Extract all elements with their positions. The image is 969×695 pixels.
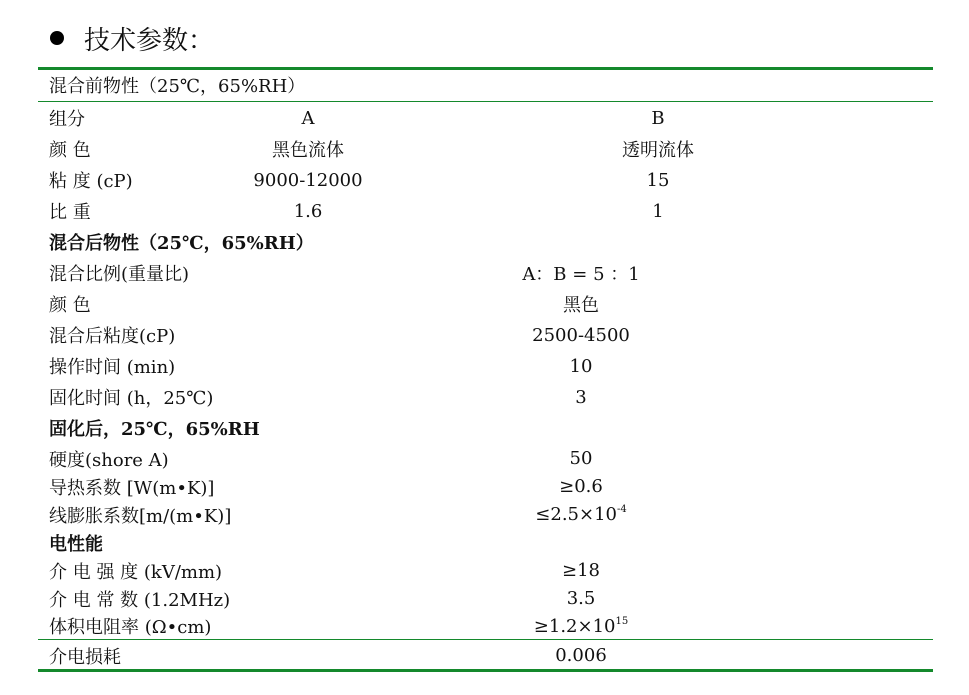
row-label: 颜 色 (49, 295, 91, 316)
title-text: 技术参数： (84, 25, 215, 56)
table-row: 组分 A B (38, 104, 933, 132)
table-row: 介 电 强 度 (kV/mm) ≥18 (38, 557, 933, 584)
row-label: 介 电 强 度 (kV/mm) (49, 561, 223, 583)
row-label: 导热系数 [W(m•K)] (49, 477, 215, 499)
table-row: 介 电 常 数 (1.2MHz) 3.5 (38, 585, 933, 612)
section-label: 混合前物性（25℃，65%RH） (49, 76, 306, 97)
table-row: 导热系数 [W(m•K)] ≥0.6 (38, 473, 933, 500)
row-label: 颜 色 (49, 140, 91, 161)
table-row: 固化时间 (h，25℃) 3 (38, 383, 933, 411)
row-label: 线膨胀系数[m/(m•K)] (49, 505, 232, 527)
page-title (50, 18, 214, 58)
top-rule (38, 67, 933, 70)
row-label: 体积电阻率 (Ω•cm) (49, 617, 212, 638)
row-label: 硬度(shore A) (49, 449, 169, 471)
table-row: 粘 度 (cP) 9000-12000 15 (38, 166, 933, 194)
section-label: 混合后物性（25℃，65%RH） (49, 233, 314, 254)
table-row: 颜 色 黑色流体 透明流体 (38, 135, 933, 163)
section-rule (38, 101, 933, 102)
row-label: 比 重 (49, 202, 91, 223)
row-label: 操作时间 (min) (49, 357, 176, 378)
table-row: 操作时间 (min) 10 (38, 352, 933, 380)
table-row: 颜 色 黑色 (38, 290, 933, 318)
table-row: 混合比例(重量比) A：B = 5 ：1 (38, 259, 933, 287)
row-label: 介 电 常 数 (1.2MHz) (49, 589, 231, 611)
table-row: 硬度(shore A) 50 (38, 445, 933, 472)
row-label: 粘 度 (cP) (49, 171, 133, 192)
row-label: 介电损耗 (49, 646, 121, 668)
table-row: 体积电阻率 (Ω•cm) ≥1.2×10 15 (38, 613, 933, 639)
exponent: 15 (615, 615, 629, 627)
bottom-rule (38, 669, 933, 672)
section-header-cured (38, 414, 933, 442)
section-header-pre-mix (38, 72, 933, 98)
row-rule (38, 639, 933, 640)
section-label: 固化后，25℃，65%RH (49, 419, 260, 440)
row-label: 混合比例(重量比) (49, 264, 190, 285)
table-row: 混合后粘度(cP) 2500-4500 (38, 321, 933, 349)
bullet-icon (50, 31, 64, 45)
table-row: 介电损耗 0.006 (38, 642, 933, 669)
table-row: 比 重 1.6 1 (38, 197, 933, 225)
row-label: 混合后粘度(cP) (49, 326, 176, 347)
row-label: 组分 (49, 109, 85, 130)
section-header-post-mix (38, 228, 933, 256)
row-label: 固化时间 (h，25℃) (49, 388, 214, 409)
section-header-electrical (38, 529, 933, 556)
section-label: 电性能 (49, 533, 103, 555)
exponent: -4 (616, 504, 627, 515)
table-row: 线膨胀系数[m/(m•K)] ≤2.5×10 -4 (38, 501, 933, 528)
